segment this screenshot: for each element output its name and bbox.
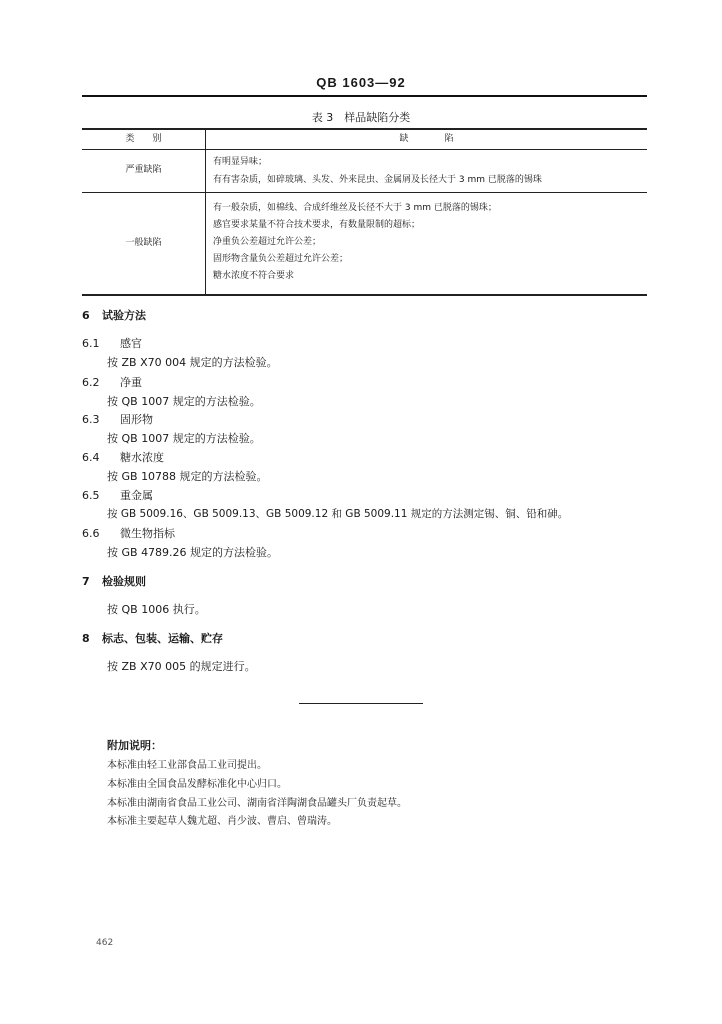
document-header-code: QB 1603—92 bbox=[316, 75, 406, 90]
subsection-title: 感官 bbox=[120, 337, 142, 350]
end-separator-line bbox=[299, 703, 423, 704]
subsection-6-3-text: 按 QB 1007 规定的方法检验。 bbox=[107, 432, 261, 445]
table-caption: 表 3 样品缺陷分类 bbox=[311, 111, 411, 124]
header-rule bbox=[82, 95, 647, 97]
additional-note-line: 本标准由轻工业部食品工业司提出。 bbox=[107, 760, 267, 771]
subsection-6-2-heading bbox=[82, 374, 142, 390]
row-general-defect-1: 有一般杂质，如棉线、合成纤维丝及长径不大于 3 mm 已脱落的锡珠； bbox=[213, 203, 497, 213]
additional-notes-title: 附加说明： bbox=[107, 739, 162, 752]
table-header-divider bbox=[82, 149, 647, 150]
subsection-title: 固形物 bbox=[120, 413, 153, 426]
section-6-title: 试验方法 bbox=[102, 309, 146, 322]
subsection-title: 净重 bbox=[120, 376, 142, 389]
page-number: 462 bbox=[96, 938, 114, 948]
table-header-category: 类 别 bbox=[125, 134, 162, 144]
table-bottom-border bbox=[82, 294, 647, 296]
subsection-number: 6.3 bbox=[82, 413, 100, 426]
subsection-number: 6.1 bbox=[82, 337, 100, 350]
section-8-title: 标志、包装、运输、贮存 bbox=[102, 632, 223, 645]
row-general-defect-3: 净重负公差超过允许公差； bbox=[213, 237, 322, 247]
row-severe-defect-1: 有明显异味； bbox=[213, 157, 268, 167]
subsection-6-2-text: 按 QB 1007 规定的方法检验。 bbox=[107, 395, 261, 408]
row-severe-category: 严重缺陷 bbox=[125, 165, 162, 175]
additional-note-line: 本标准主要起草人魏尤超、肖少波、曹启、曾瑞涛。 bbox=[107, 816, 337, 827]
section-7-title: 检验规则 bbox=[102, 575, 146, 588]
section-6-number: 6 bbox=[82, 309, 90, 322]
table-column-divider bbox=[205, 128, 206, 296]
additional-note-line: 本标准由湖南省食品工业公司、湖南省洋陶湖食品罐头厂负责起草。 bbox=[107, 798, 407, 809]
defect-classification-table bbox=[82, 128, 647, 296]
section-8-text: 按 ZB X70 005 的规定进行。 bbox=[107, 660, 256, 673]
section-8-heading bbox=[82, 630, 223, 646]
table-top-border bbox=[82, 128, 647, 130]
subsection-6-6-text: 按 GB 4789.26 规定的方法检验。 bbox=[107, 546, 279, 559]
row-general-defect-5: 糖水浓度不符合要求 bbox=[213, 271, 295, 281]
row-general-defect-4: 固形物含量负公差超过允许公差； bbox=[213, 254, 349, 264]
subsection-6-5-text: 按 GB 5009.16、GB 5009.13、GB 5009.12 和 GB 5009.11 规定的方法测定锡、铜、铅和砷。 bbox=[107, 508, 569, 520]
subsection-number: 6.5 bbox=[82, 489, 100, 502]
section-6-heading bbox=[82, 307, 146, 323]
subsection-number: 6.4 bbox=[82, 451, 100, 464]
section-8-number: 8 bbox=[82, 632, 90, 645]
subsection-6-4-text: 按 GB 10788 规定的方法检验。 bbox=[107, 470, 268, 483]
subsection-6-5-heading bbox=[82, 487, 153, 503]
table-row-divider bbox=[82, 192, 647, 193]
subsection-6-1-heading bbox=[82, 335, 142, 351]
section-7-text: 按 QB 1006 执行。 bbox=[107, 603, 206, 616]
section-7-number: 7 bbox=[82, 575, 90, 588]
subsection-6-4-heading bbox=[82, 449, 164, 465]
table-header-defects: 缺 陷 bbox=[399, 134, 454, 144]
row-general-defect-2: 感官要求某量不符合技术要求，有数量限制的超标； bbox=[213, 220, 421, 230]
subsection-6-3-heading bbox=[82, 411, 153, 427]
row-general-category: 一般缺陷 bbox=[125, 238, 162, 248]
subsection-6-6-heading bbox=[82, 525, 175, 541]
subsection-number: 6.6 bbox=[82, 527, 100, 540]
subsection-title: 微生物指标 bbox=[120, 527, 175, 540]
row-severe-defect-2: 有有害杂质，如碎玻璃、头发、外来昆虫、金属屑及长径大于 3 mm 已脱落的锡珠 bbox=[213, 175, 542, 185]
section-7-heading bbox=[82, 573, 146, 589]
additional-note-line: 本标准由全国食品发酵标准化中心归口。 bbox=[107, 779, 287, 790]
subsection-number: 6.2 bbox=[82, 376, 100, 389]
subsection-title: 重金属 bbox=[120, 489, 153, 502]
subsection-6-1-text: 按 ZB X70 004 规定的方法检验。 bbox=[107, 356, 278, 369]
subsection-title: 糖水浓度 bbox=[120, 451, 164, 464]
